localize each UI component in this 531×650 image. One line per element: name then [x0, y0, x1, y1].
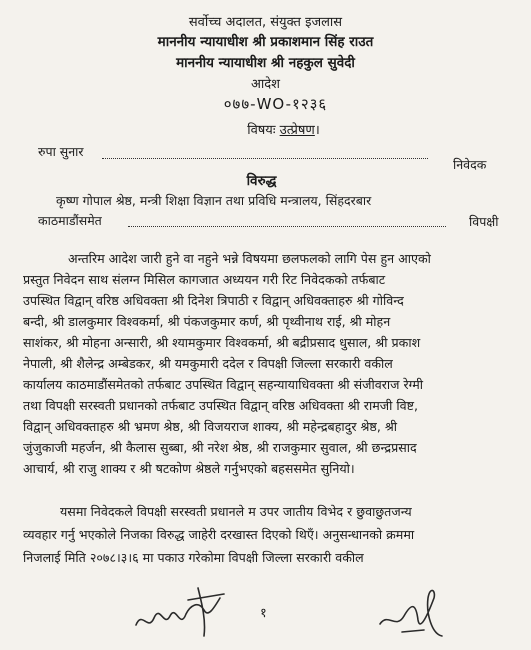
- order-label: आदेश: [250, 77, 281, 92]
- subject-prefix: विषयः: [247, 123, 276, 138]
- page-number: १: [260, 606, 267, 621]
- para1-line: प्रस्तुत निवेदन साथ संलग्न मिसिल कागजात अध्ययन गरी रिट निवेदकको तर्फबाट: [23, 272, 386, 287]
- para1-line: विद्वान् अधिवक्ताहरु श्री भ्रमण श्रेष्ठ, श्री विजयराज शाक्य, श्री महेन्द्रबहादुर श्रेष्ठ, श्री: [23, 419, 398, 434]
- para1-line: तथा विपक्षी सरस्वती प्रधानको तर्फबाट उपस्थित विद्वान् वरिष्ठ अधिवक्ता श्री रामजी विष्ट,: [23, 398, 418, 413]
- petitioner-name: रुपा सुनार: [38, 144, 84, 159]
- para1-line: नेपाली, श्री शैलेन्द्र अम्बेडकर, श्री यमकुमारी ददेल र विपक्षी जिल्ला सरकारी वकील: [23, 356, 393, 371]
- case-number: ०७७-WO-१२३६: [223, 95, 328, 113]
- subject-suffix: ।: [314, 123, 320, 138]
- respondent-line-2: काठमाडौंसमेत: [38, 213, 102, 228]
- para2-line: यसमा निवेदकले विपक्षी सरस्वती प्रधानले म उपर जातीय विभेद र छुवाछुतजन्य: [60, 504, 412, 519]
- para2-line: व्यवहार गर्नु भएकोले निजका विरुद्ध जाहेरी दरखास्त दिएको थिएँ। अनुसन्धानको क्रममा: [23, 527, 415, 542]
- subject-value: उत्प्रेषण: [279, 123, 315, 138]
- para1-line: कार्यालय काठमाडौंसमेतको तर्फबाट उपस्थित विद्वान् सहन्यायाधिवक्ता श्री संजीवराज रेग्मी: [23, 377, 423, 392]
- para2-line: निजलाई मिति २०७८।३।६ मा पकाउ गरेकोमा विपक्षी जिल्ला सरकारी वकील: [23, 550, 364, 565]
- para1-line: साशंकर, श्री मोहना अन्सारी, श्री श्यामकुमार विश्वकर्मा, श्री बद्रीप्रसाद धुसाल, श्री प्रकाश: [23, 335, 421, 350]
- para1-line: जुंजुकाजी महर्जन, श्री कैलास सुब्बा, श्री नरेश श्रेष्ठ, श्री राजकुमार सुवाल, श्री छन्द्रप्रसाद: [23, 440, 417, 455]
- respondent-line-1: कृष्ण गोपाल श्रेष्ठ, मन्त्री शिक्षा विज्ञान तथा प्रविधि मन्त्रालय, सिंहदरबार: [56, 193, 372, 208]
- petitioner-dotted-line: [102, 158, 428, 159]
- signature-left: [128, 570, 238, 645]
- respondent-dotted-line: [128, 226, 446, 227]
- para1-line: आचार्य, श्री राजु शाक्य र श्री षटकोण श्रेष्ठले गर्नुभएको बहससमेत सुनियो।: [23, 461, 355, 476]
- respondent-role: विपक्षी: [469, 214, 499, 229]
- para1-line: उपस्थित विद्वान् वरिष्ठ अधिवक्ता श्री दिनेश त्रिपाठी र विद्वान् अधिवक्ताहरु श्री गोविन्द: [23, 293, 404, 308]
- subject-line: [18, 120, 531, 138]
- signature-right: [372, 574, 452, 644]
- petitioner-role: निवेदक: [453, 157, 487, 172]
- para1-line: बन्दी, श्री डालकुमार विश्वकर्मा, श्री पंकजकुमार कर्ण, श्री पृथ्वीनाथ राई, श्री मोहन: [23, 314, 391, 329]
- versus-label: विरुद्ध: [246, 173, 277, 189]
- justice-1: माननीय न्यायाधीश श्री प्रकाशमान सिंह राउत: [157, 34, 374, 50]
- court-name: सर्वोच्च अदालत, संयुक्त इजलास: [188, 15, 343, 30]
- justice-2: माननीय न्यायाधीश श्री नहकुल सुवेदी: [176, 55, 355, 71]
- para1-line: अन्तरिम आदेश जारी हुने वा नहुने भन्ने विषयमा छलफलको लागि पेस हुन आएको: [68, 251, 431, 266]
